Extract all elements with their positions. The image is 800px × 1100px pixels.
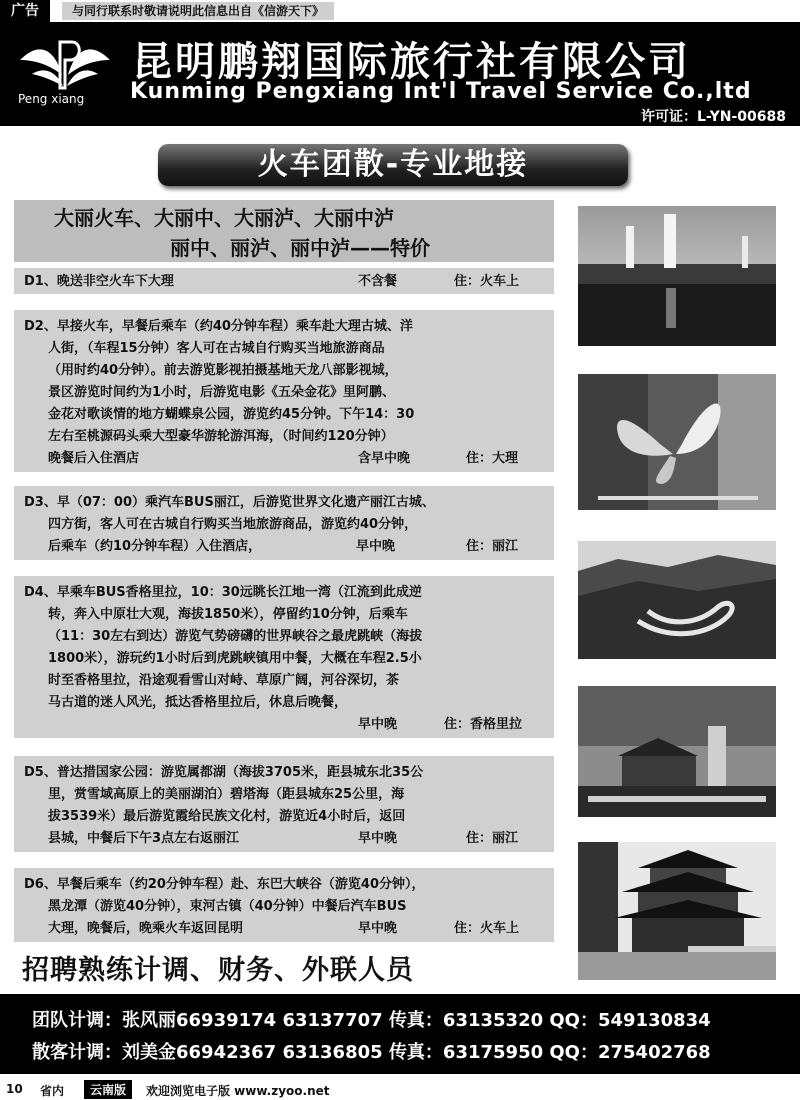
day-text: D6、早餐后乘车（约20分钟车程）赴、东巴大峡谷（游览40分钟）， [24,877,425,892]
day-text: 金花对歌谈情的地方蝴蝶泉公园，游览约45分钟。下午14：30 [48,407,415,422]
itinerary-day-4 [14,576,554,738]
banner-title: 火车团散-专业地接 [158,144,628,186]
day-text: D1、晚送非空火车下大理 [24,274,174,289]
day-text: D4、早乘车BUS香格里拉，10：30远眺长江地一湾（江流到此成逆 [24,585,422,600]
logo-text: Peng xiang [18,92,85,106]
itinerary-day-1 [14,268,554,294]
day-text: 景区游览时间约为1小时，后游览电影《五朵金花》里阿鹏、 [48,385,396,400]
day-text: 拔3539米）最后游览霞给民族文化村，游览近4小时后，返回 [48,809,406,824]
section-label: 省内 [40,1084,65,1098]
company-name-cn: 昆明鹏翔国际旅行社有限公司 [132,39,691,85]
routes-line-2: 丽中、丽泸、丽中泸——特价 [170,236,430,260]
routes-box [14,200,554,262]
edition-tag: 云南版 [84,1080,132,1099]
company-name-en: Kunming Pengxiang Int'l Travel Service Co.,ltd [130,79,752,104]
day-text: 黑龙潭（游览40分钟），束河古镇（40分钟）中餐后汽车BUS [48,899,407,914]
website-link[interactable]: 欢迎浏览电子版 www.zyoo.net [146,1084,330,1098]
day-stay: 住：火车上 [454,274,520,289]
contact-individual: 散客计调：刘美金66942367 63136805 传真：63175950 QQ：275402768 [32,1042,711,1063]
top-notice-bar [0,0,800,22]
day-text: 左右至桃源码头乘大型豪华游轮游洱海，（时间约120分钟） [48,429,394,444]
recruit-notice: 招聘熟练计调、财务、外联人员 [22,955,414,986]
page-footer [0,1078,800,1100]
license-number: 许可证：L-YN-00688 [640,109,786,125]
day-stay: 住：香格里拉 [444,717,523,732]
day-stay: 住：丽江 [466,831,519,846]
day-stay: 住：大理 [466,451,519,466]
day-text: 四方街，客人可在古城自行购买当地旅游商品，游览约40分钟， [48,517,418,532]
itinerary-day-5 [14,756,554,852]
contact-team: 团队计调：张风丽66939174 63137707 传真：63135320 QQ：549130834 [32,1010,711,1031]
photo-three-pagodas [578,206,776,346]
day-text: 后乘车（约10分钟车程）入住酒店， [48,539,262,554]
day-meal: 不含餐 [358,274,398,289]
day-meal: 早中晚 [358,921,398,936]
day-stay: 住：火车上 [454,921,520,936]
day-text: D3、早（07：00）乘汽车BUS丽江，后游览世界文化遗产丽江古城、 [24,495,435,510]
day-text: 马古道的迷人风光，抵达香格里拉后，休息后晚餐， [48,695,348,710]
photo-butterfly-spring [578,374,776,510]
contact-bar [0,994,800,1074]
day-text: （11：30左右到达）游览气势磅礴的世界峡谷之最虎跳峡（海拔 [48,629,423,644]
ad-notice: 与同行联系时敬请说明此信息出自《信游天下》 [62,2,334,20]
day-text: 里，赏雪域高原上的美丽湖泊）碧塔海（距县城东25公里，海 [48,787,405,802]
day-stay: 住：丽江 [466,539,519,554]
day-text: D5、普达措国家公园：游览属都湖（海拔3705米，距县城东北35公 [24,765,424,780]
photo-shangri-la-temple [578,686,776,817]
day-meal: 早中晚 [358,717,398,732]
day-meal: 早中晚 [358,831,398,846]
day-meal: 含早中晚 [358,451,411,466]
day-text: 转，奔入中原壮大观，海拔1850米），停留约10分钟，后乘车 [48,607,408,622]
day-text: 1800米），游玩约1小时后到虎跳峡镇用中餐，大概在车程2.5小 [48,651,422,666]
itinerary-day-6 [14,868,554,942]
company-header [0,22,800,126]
itinerary-day-3 [14,486,554,560]
page-number: 10 [6,1082,23,1096]
ad-tag: 广告 [0,0,50,22]
routes-line-1: 大丽火车、大丽中、大丽泸、大丽中泸 [54,206,394,230]
day-text: （用时约40分钟）。前去游览影视拍摄基地天龙八部影视城， [48,363,398,378]
day-text: 大理，晚餐后，晚乘火车返回昆明 [48,921,244,936]
itinerary-day-2 [14,310,554,472]
day-text: 晚餐后入住酒店 [48,451,140,466]
day-text: D2、早接火车，早餐后乘车（约40分钟车程）乘车赴大理古城、洋 [24,319,413,334]
day-meal: 早中晚 [356,539,396,554]
day-text: 县城，中餐后下午3点左右返丽江 [48,831,240,846]
day-text: 人街，（车程15分钟）客人可在古城自行购买当地旅游商品 [48,341,385,356]
day-text: 时至香格里拉，沿途观看雪山对峙、草原广阔，河谷深切，茶 [48,673,400,688]
photo-yangtze-first-bend [578,541,776,659]
photo-black-dragon-pool [578,842,776,980]
